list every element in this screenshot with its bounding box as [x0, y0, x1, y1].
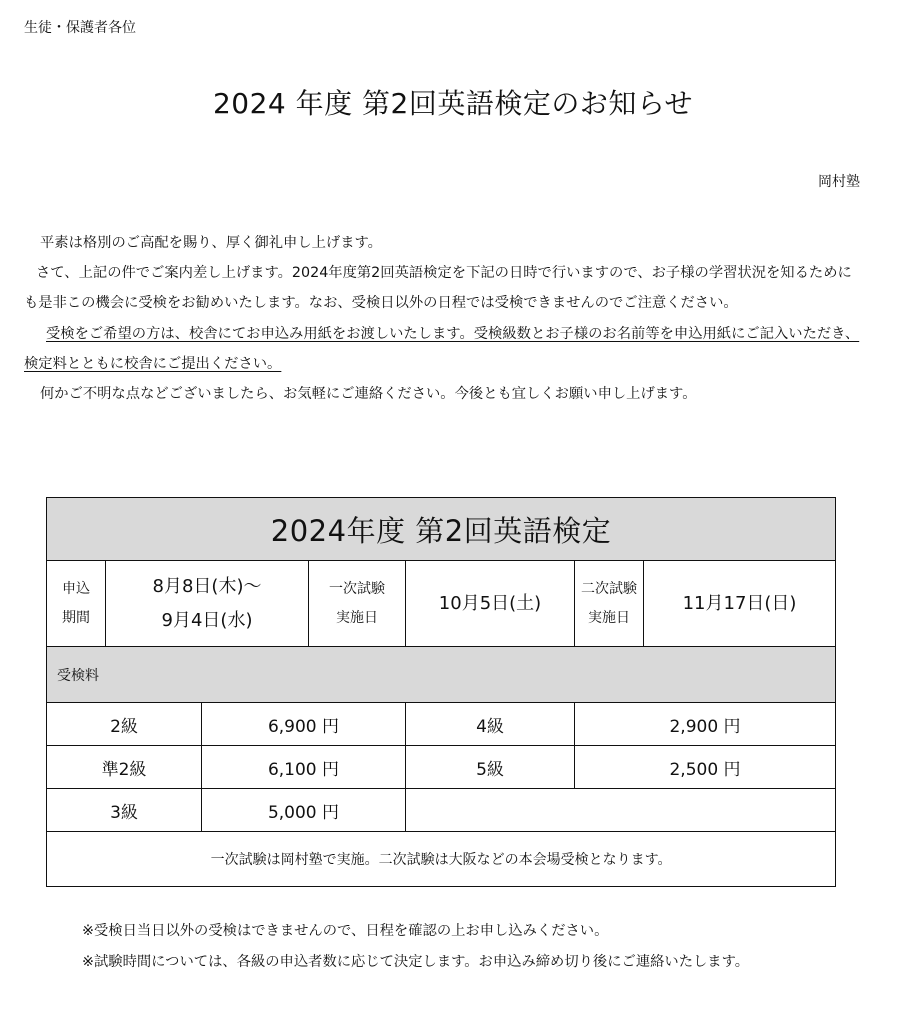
fee-cell: 5,000 円: [202, 789, 406, 832]
empty-cell: [406, 789, 836, 832]
exam-location-note: 一次試験は岡村塾で実施。二次試験は大阪などの本会場受検となります。: [47, 832, 836, 887]
grade-cell: 5級: [406, 746, 575, 789]
greeting-paragraph: 平素は格別のご高配を賜り、厚く御礼申し上げます。: [40, 235, 382, 251]
page-title: 2024 年度 第2回英語検定のお知らせ: [212, 87, 694, 120]
table-row: [47, 703, 836, 746]
apply-period-label: 申込 期間: [47, 561, 106, 647]
first-exam-date: 10月5日(土): [406, 561, 575, 647]
fee-cell: 2,900 円: [575, 703, 836, 746]
apply-period-dates: 8月8日(木)～ 9月4日(水): [106, 561, 309, 647]
second-exam-date: 11月17日(日): [644, 561, 836, 647]
footnote-2: ※試験時間については、各級の申込者数に応じて決定します。お申込み締め切り後にご連絡いたします。: [82, 953, 750, 970]
exam-info-table: [46, 497, 836, 887]
table-title: 2024年度 第2回英語検定: [47, 498, 836, 561]
grade-cell: 4級: [406, 703, 575, 746]
sender-name: 岡村塾: [818, 174, 860, 190]
fee-cell: 6,900 円: [202, 703, 406, 746]
notice-body: [24, 228, 864, 409]
footnote-1: ※受検日当日以外の受検はできませんので、日程を確認の上お申し込みください。: [82, 923, 609, 939]
table-row: [47, 789, 836, 832]
footnotes: [82, 916, 822, 977]
first-exam-label: 一次試験 実施日: [309, 561, 406, 647]
recipient-line: 生徒・保護者各位: [24, 20, 136, 36]
fee-header: 受検料: [47, 647, 836, 703]
fee-cell: 6,100 円: [202, 746, 406, 789]
grade-cell: 2級: [47, 703, 202, 746]
grade-cell: 3級: [47, 789, 202, 832]
second-exam-label: 二次試験 実施日: [575, 561, 644, 647]
grade-cell: 準2級: [47, 746, 202, 789]
application-text: 受検をご希望の方は、校舎にてお申込み用紙をお渡しいたします。受検級数とお子様のお名前等を申込用紙にご記入いただき、検定料とともに校舎にご提出ください。: [24, 325, 860, 372]
table-row: [47, 746, 836, 789]
application-paragraph: [24, 319, 864, 379]
closing-paragraph: 何かご不明な点などございましたら、お気軽にご連絡ください。今後とも宜しくお願い申し上げます。: [40, 386, 697, 403]
details-paragraph: さて、上記の件でご案内差し上げます。2024年度第2回英語検定を下記の日時で行いますので、お子様の学習状況を知るためにも是非この機会に受検をお勧めいたします。なお、受検日以外の日程では受検できませんのでご注意ください。: [24, 265, 852, 312]
fee-cell: 2,500 円: [575, 746, 836, 789]
